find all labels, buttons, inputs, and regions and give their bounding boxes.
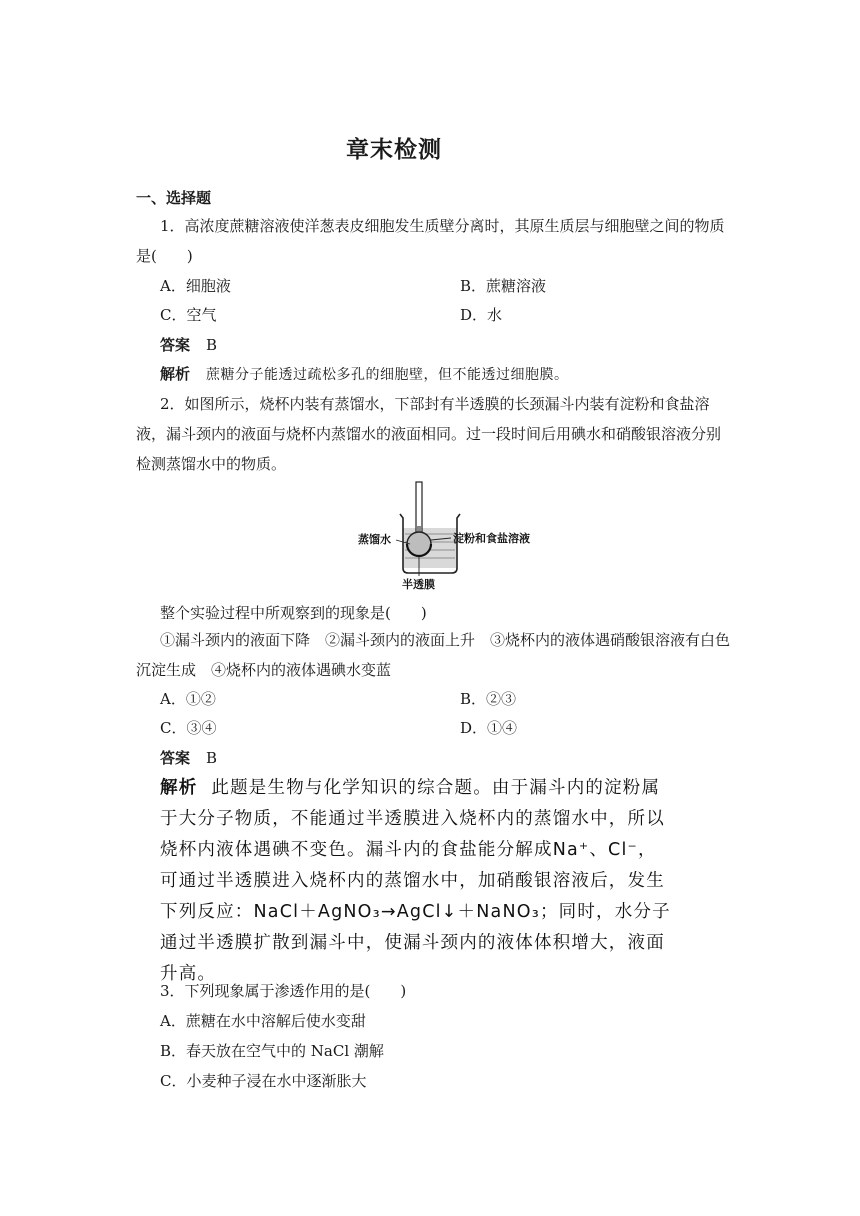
section-heading: 一、选择题	[136, 189, 212, 207]
q2-analysis-label: 解析	[160, 778, 198, 798]
q3-option-a: A．蔗糖在水中溶解后使水变甜	[160, 1012, 366, 1030]
q2-analysis-text: 此题是生物与化学知识的综合题。由于漏斗内的淀粉属于大分子物质，不能通过半透膜进入烧杯内的蒸馏水中，所以烧杯内液体遇碘不变色。漏斗内的食盐能分解成Na⁺、Cl⁻，可通过半透膜进入烧杯内的蒸馏水中，加硝酸银溶液后，发生下列反应：NaCl＋AgNO₃→AgCl↓＋NaNO₃；同时，水分子通过半透膜扩散到漏斗中，使漏斗颈内的液体体积增大，液面升高。	[160, 778, 671, 984]
figure-label-membrane: 半透膜	[402, 578, 435, 591]
q2-analysis-scan	[160, 773, 675, 990]
q2-answer	[160, 748, 217, 768]
q1-option-d: D．水	[460, 306, 503, 324]
q3-option-c: C．小麦种子浸在水中逐渐胀大	[160, 1072, 367, 1090]
q1-answer-label: 答案	[160, 336, 191, 354]
q1-answer	[160, 335, 217, 355]
q2-option-b: B．②③	[460, 690, 517, 708]
q3-option-b: B．春天放在空气中的 NaCl 潮解	[160, 1042, 384, 1060]
figure-label-solution: 淀粉和食盐溶液	[453, 532, 530, 545]
q2-items: ①漏斗颈内的液面下降 ②漏斗颈内的液面上升 ③烧杯内的液体遇硝酸银溶液有白色沉淀生成 ④烧杯内的液体遇碘水变蓝	[136, 631, 731, 679]
q2-option-c: C．③④	[160, 719, 217, 737]
q2-option-d: D．①④	[460, 719, 518, 737]
q1-option-b: B．蔗糖溶液	[460, 277, 547, 295]
q1-stem-line1: 1．高浓度蔗糖溶液使洋葱表皮细胞发生质壁分离时，其原生质层与细胞壁之间的物质	[160, 217, 725, 235]
q2-stem: 2．如图所示，烧杯内装有蒸馏水，下部封有半透膜的长颈漏斗内装有淀粉和食盐溶液，漏斗颈内的液面与烧杯内蒸馏水的液面相同。过一段时间后用碘水和硝酸银溶液分别检测蒸馏水中的物质。	[136, 395, 722, 473]
q2-answer-label: 答案	[160, 749, 191, 767]
q1-analysis-text: 蔗糖分子能透过疏松多孔的细胞壁，但不能透过细胞膜。	[206, 367, 569, 383]
q2-prompt: 整个实验过程中所观察到的现象是( )	[160, 604, 427, 622]
q1-answer-value: B	[206, 336, 218, 354]
q2-answer-value: B	[206, 749, 218, 767]
q1-analysis-label: 解析	[160, 365, 191, 383]
q1-option-c: C．空气	[160, 306, 217, 324]
page-title: 章末检测	[346, 136, 442, 163]
figure-label-water: 蒸馏水	[358, 533, 391, 546]
q1-option-a: A．细胞液	[160, 277, 231, 295]
osmosis-figure	[350, 478, 540, 594]
q1-stem-line2: 是( )	[136, 247, 193, 265]
funnel-neck	[416, 482, 422, 532]
q1-analysis	[160, 364, 569, 385]
q2-option-a: A．①②	[160, 690, 216, 708]
q3-stem: 3．下列现象属于渗透作用的是( )	[160, 982, 407, 1000]
